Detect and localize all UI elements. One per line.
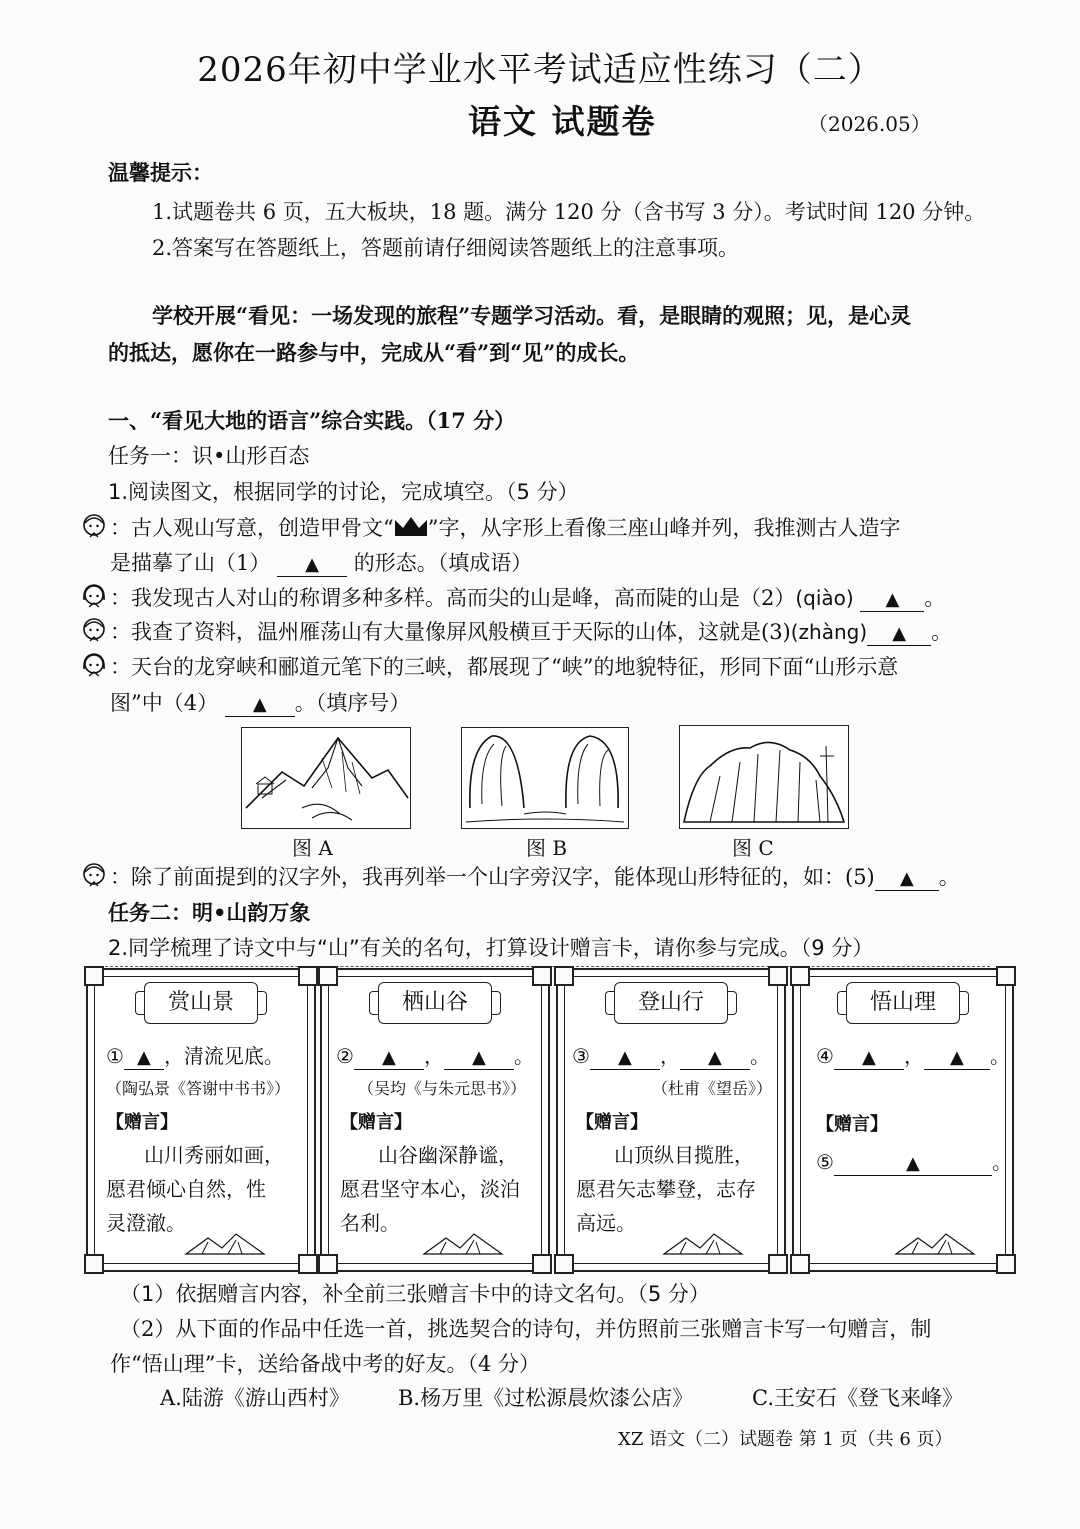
period: 。 xyxy=(991,1150,1012,1174)
card-3-blank-1[interactable]: ▲ xyxy=(590,1047,660,1070)
card-4-gift-label: 【赠言】 xyxy=(816,1114,888,1135)
gift-card-4 xyxy=(792,968,1014,1272)
answer-blank-1[interactable]: ▲ xyxy=(277,554,347,577)
mountain-decor-icon xyxy=(662,1232,744,1256)
exam-date: （2026.05） xyxy=(808,112,931,136)
period: 。 xyxy=(938,865,960,889)
card-1-gift-text: 山川秀丽如画， 愿君倾心自然，性 灵澄澈。 xyxy=(106,1143,284,1235)
question-2-1: （1）依据赠言内容，补全前三张赠言卡中的诗文名句。（5 分） xyxy=(120,1282,710,1306)
card-1-source: （陶弘景《答谢中书书》） xyxy=(106,1079,291,1098)
figure-b-caption: 图 B xyxy=(526,836,568,860)
option-c: C.王安石《登飞来峰》 xyxy=(752,1386,963,1410)
card-2-number: ② xyxy=(336,1044,354,1068)
option-a: A.陆游《游山西村》 xyxy=(160,1386,350,1410)
card-1-gift-label: 【赠言】 xyxy=(106,1112,178,1133)
card-2-blank-2[interactable]: ▲ xyxy=(444,1047,514,1070)
comma: ， xyxy=(903,1044,924,1068)
answer-blank-3[interactable]: ▲ xyxy=(867,623,931,646)
card-1-number: ① xyxy=(106,1044,124,1068)
tips-line-2: 2.答案写在答题纸上，答题前请仔细阅读答题纸上的注意事项。 xyxy=(152,236,740,260)
question-1: 1.阅读图文，根据同学的讨论，完成填空。（5 分） xyxy=(108,480,579,504)
figure-c xyxy=(679,725,849,829)
card-3-gift-label: 【赠言】 xyxy=(576,1112,648,1133)
pinyin-qiao: (qiào) xyxy=(795,586,854,610)
period: 。 xyxy=(989,1044,1010,1068)
comma: ， xyxy=(423,1044,444,1068)
card-4-blank-2[interactable]: ▲ xyxy=(924,1047,990,1070)
card-2-source: （吴均《与朱元思书》） xyxy=(358,1079,527,1098)
tips-heading: 温馨提示： xyxy=(108,161,213,185)
answer-blank-2[interactable]: ▲ xyxy=(860,589,924,612)
dialogue-4-text-a: ：天台的龙穿峡和郦道元笔下的三峡，都展现了“峡”的地貌特征，形同下面“山形示意 xyxy=(110,655,899,679)
period: 。 xyxy=(924,586,946,610)
mountain-decor-icon xyxy=(184,1232,266,1256)
gift-card-3 xyxy=(556,968,786,1272)
mountain-figure-c-icon xyxy=(680,726,848,828)
student-avatar-icon xyxy=(80,616,108,644)
question-2-2-line-2: 作“悟山理”卡，送给备战中考的好友。（4 分） xyxy=(110,1352,541,1376)
card-4-number: ④ xyxy=(816,1044,834,1068)
mountain-decor-icon xyxy=(422,1232,504,1256)
mountain-figure-a-icon xyxy=(242,728,410,828)
intro-line-2: 的抵达，愿你在一路参与中，完成从“看”到“见”的成长。 xyxy=(108,340,640,365)
answer-blank-5[interactable]: ▲ xyxy=(875,868,939,891)
period: 。 xyxy=(513,1044,534,1068)
question-2: 2.同学梳理了诗文中与“山”有关的名句，打算设计赠言卡，请你参与完成。（9 分） xyxy=(108,936,874,960)
dialogue-1-text-b: ”字，从字形上看像三座山峰并列，我推测古人造字 xyxy=(427,516,901,540)
card-4-blank-1[interactable]: ▲ xyxy=(834,1047,904,1070)
page-footer: XZ 语文（二）试题卷 第 1 页（共 6 页） xyxy=(618,1429,953,1450)
pinyin-zhang: (zhàng) xyxy=(790,620,868,644)
mountain-decor-icon xyxy=(894,1232,976,1256)
dialogue-1-text-c: 是描摹了山（1） xyxy=(110,551,271,575)
card-2-gift-text: 山谷幽深静谧， 愿君坚守本心，淡泊 名利。 xyxy=(340,1143,520,1235)
dialogue-5-text: ：除了前面提到的汉字外，我再列举一个山字旁汉字，能体现山形特征的，如：(5) xyxy=(110,865,875,889)
period: 。 xyxy=(931,620,953,644)
student-avatar-icon xyxy=(80,512,108,540)
dialogue-1-text-d: 的形态。（填成语） xyxy=(353,551,533,575)
answer-blank-4[interactable]: ▲ xyxy=(225,694,295,717)
card-3-source: （杜甫《望岳》） xyxy=(652,1079,773,1098)
exam-title: 2026年初中学业水平考试适应性练习（二） xyxy=(197,50,883,90)
dialogue-2-text: ：我发现古人对山的称谓多种多样。高而尖的山是峰，高而陡的山是（2） xyxy=(110,586,796,610)
figure-c-caption: 图 C xyxy=(732,836,774,860)
card-4-number-5: ⑤ xyxy=(816,1150,834,1174)
card-4-gift-blank[interactable]: ▲ xyxy=(834,1153,992,1176)
card-3-number: ③ xyxy=(572,1044,590,1068)
card-1-blank[interactable]: ▲ xyxy=(124,1047,164,1070)
card-3-title: 登山行 xyxy=(614,982,728,1024)
card-3-gift-text: 山顶纵目揽胜， 愿君矢志攀登，志存 高远。 xyxy=(576,1143,756,1235)
gift-card-1 xyxy=(86,968,316,1272)
mountain-figure-b-icon xyxy=(462,728,628,828)
figure-a-caption: 图 A xyxy=(292,836,333,860)
exam-subtitle: 语文 试题卷 xyxy=(468,102,657,141)
card-4-title: 悟山理 xyxy=(846,982,960,1024)
gift-card-2 xyxy=(320,968,550,1272)
section-heading: 一、“看见大地的语言”综合实践。（17 分） xyxy=(108,408,516,433)
task-one-heading: 任务一：识•山形百态 xyxy=(108,444,310,468)
student-avatar-girl-icon xyxy=(80,582,108,610)
card-3-blank-2[interactable]: ▲ xyxy=(680,1047,750,1070)
tips-line-1: 1.试题卷共 6 页，五大板块，18 题。满分 120 分（含书写 3 分）。考试时间 120 分钟。 xyxy=(152,200,986,224)
student-avatar-icon xyxy=(80,861,108,889)
period: 。 xyxy=(749,1044,770,1068)
oracle-bone-mountain-icon xyxy=(394,516,428,538)
task-two-heading: 任务二：明•山韵万象 xyxy=(108,901,311,925)
card-2-blank-1[interactable]: ▲ xyxy=(354,1047,424,1070)
card-1-title: 赏山景 xyxy=(144,982,258,1024)
figure-b xyxy=(461,727,629,829)
intro-line-1: 学校开展“看见：一场发现的旅程”专题学习活动。看，是眼睛的观照；见，是心灵 xyxy=(152,303,912,328)
dialogue-4-text-c: 。（填序号） xyxy=(294,691,411,715)
card-2-title: 栖山谷 xyxy=(378,982,492,1024)
dialogue-1-text-a: ：古人观山写意，创造甲骨文“ xyxy=(110,516,394,540)
dialogue-4-text-b: 图”中（4） xyxy=(110,691,219,715)
card-2-gift-label: 【赠言】 xyxy=(340,1112,412,1133)
student-avatar-girl-icon xyxy=(80,651,108,679)
comma: ， xyxy=(659,1044,680,1068)
figure-a xyxy=(241,727,411,829)
card-1-quote-tail: ，清流见底。 xyxy=(163,1044,284,1068)
dialogue-3-text: ：我查了资料，温州雁荡山有大量像屏风般横亘于天际的山体，这就是(3) xyxy=(110,620,791,644)
option-b: B.杨万里《过松源晨炊漆公店》 xyxy=(398,1386,694,1410)
question-2-2-line-1: （2）从下面的作品中任选一首，挑选契合的诗句，并仿照前三张赠言卡写一句赠言，制 xyxy=(120,1317,932,1341)
